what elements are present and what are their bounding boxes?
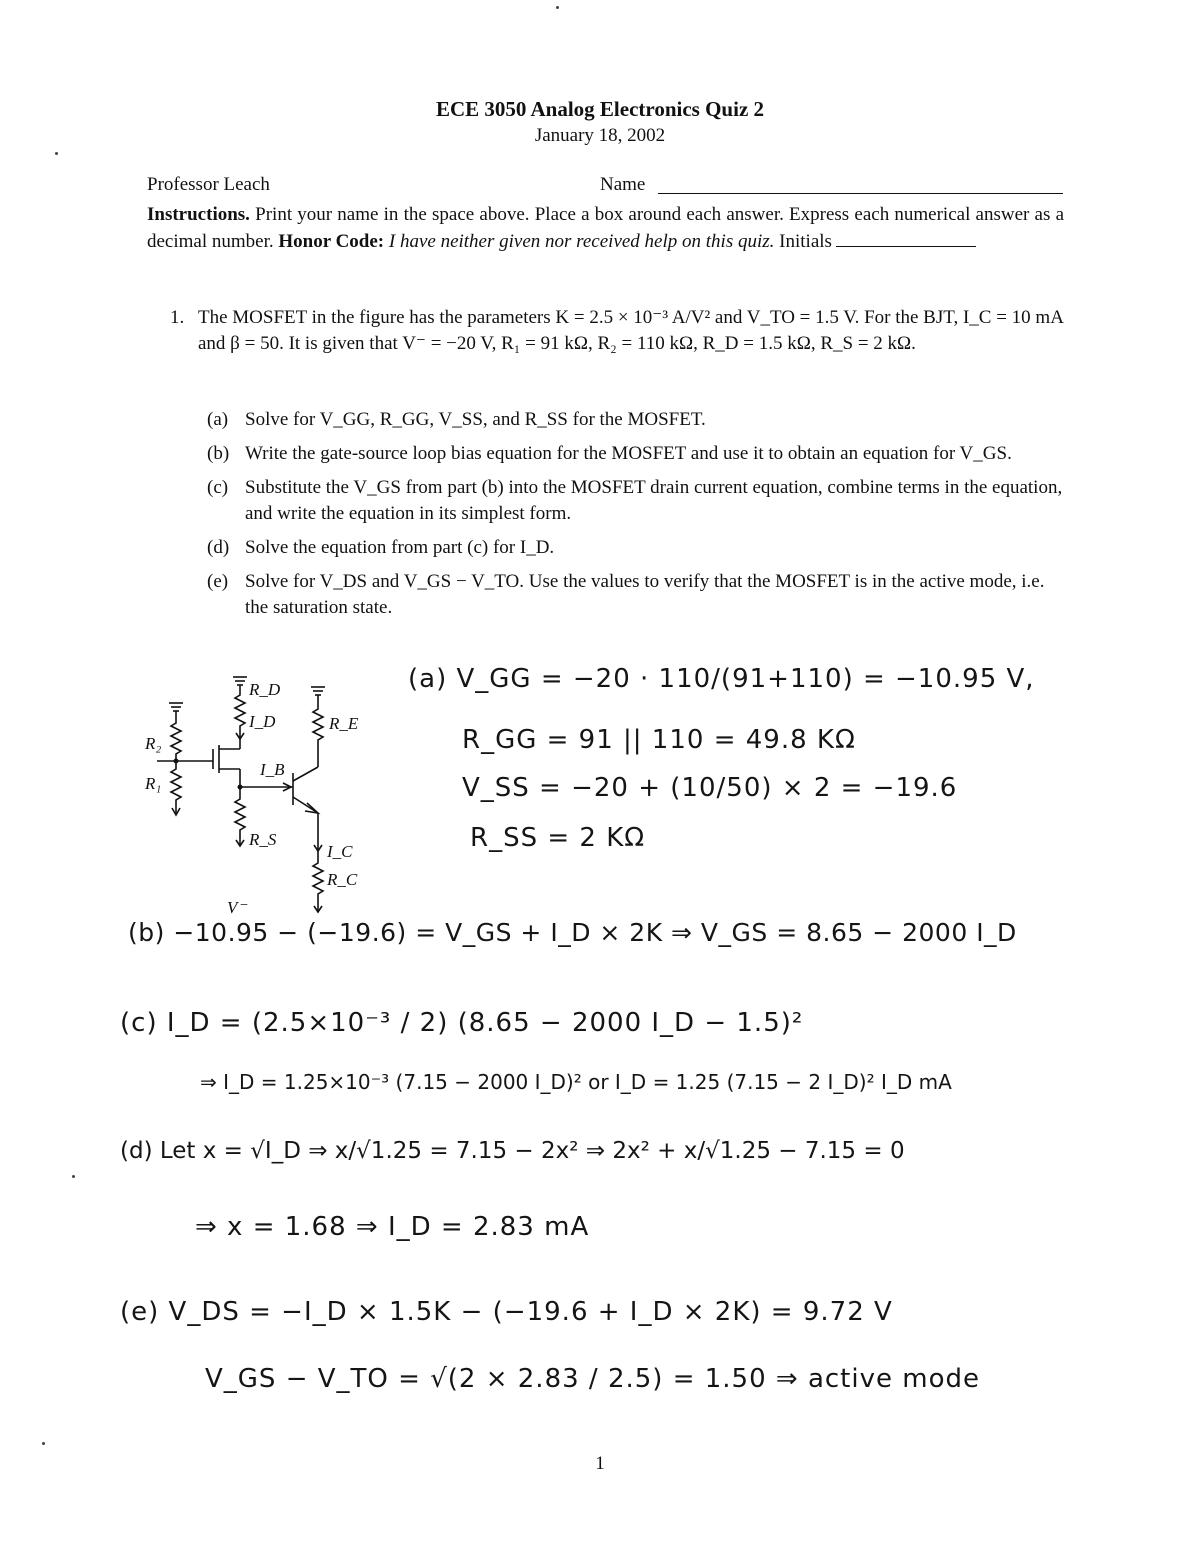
ground-symbol	[311, 687, 325, 701]
circuit-diagram	[135, 665, 380, 920]
instructions-label: Instructions.	[147, 204, 250, 225]
solution-b: (b) −10.95 − (−19.6) = V_GS + I_D × 2K ⇒ V_GS = 8.65 − 2000 I_D	[128, 918, 1017, 947]
resistor-r2	[171, 717, 181, 761]
part-e	[207, 569, 1065, 621]
problem-parts	[207, 407, 1065, 629]
ground-symbol	[233, 677, 247, 691]
scan-speck	[72, 1175, 75, 1178]
part-text: Write the gate-source loop bias equation for the MOSFET and use it to obtain an equation for V_GS.	[245, 443, 1012, 464]
resistor-rs	[235, 787, 245, 845]
page-number: 1	[595, 1453, 605, 1474]
label-rd: R_D	[249, 680, 281, 699]
professor-name: Professor Leach	[147, 174, 270, 195]
problem-statement: The MOSFET in the figure has the parameters K = 2.5 × 10⁻³ A/V² and V_TO = 1.5 V. For the BJT, I_C = 10 mA and β = 50. It is given that V⁻ = −20 V, R₁ = 91 kΩ, R₂ = 110 kΩ, R_D = 1.5 kΩ, R_S = 2 kΩ.	[198, 307, 1063, 354]
problem-number: 1.	[170, 307, 185, 328]
solution-c-eq1: (c) I_D = (2.5×10⁻³ / 2) (8.65 − 2000 I_D − 1.5)²	[120, 1008, 804, 1038]
part-label: (d)	[207, 537, 230, 558]
label-re: R_E	[329, 714, 359, 733]
part-label: (c)	[207, 477, 229, 498]
label-ic: I_C	[327, 842, 353, 861]
label-r2: R₂	[145, 734, 162, 753]
name-label: Name	[600, 174, 646, 195]
initials-label: Initials	[779, 231, 832, 252]
part-label: (a)	[207, 409, 229, 430]
label-rc: R_C	[327, 870, 358, 889]
scan-speck	[556, 6, 559, 9]
label-ib: I_B	[260, 760, 285, 779]
ground-symbol	[169, 703, 183, 717]
instructions-text: Print your name in the space above. Place a box around each answer. Express each numerical answer as a decimal number.	[147, 204, 1065, 252]
part-a	[207, 407, 1065, 433]
honor-code-text: I have neither given nor received help on this quiz.	[388, 231, 775, 252]
scan-speck	[42, 1442, 45, 1445]
part-c	[207, 475, 1065, 527]
honor-code-label: Honor Code:	[278, 231, 385, 252]
resistor-r1	[171, 761, 181, 813]
label-id: I_D	[249, 712, 276, 731]
resistor-re	[313, 701, 323, 767]
solution-a-rss: R_SS = 2 KΩ	[470, 823, 646, 853]
solution-a-vgg: (a) V_GG = −20 · 110/(91+110) = −10.95 V,	[408, 664, 1035, 694]
solution-e-vgs: V_GS − V_TO = √(2 × 2.83 / 2.5) = 1.50 ⇒ active mode	[205, 1364, 980, 1394]
part-text: Solve the equation from part (c) for I_D.	[245, 537, 555, 558]
quiz-date: January 18, 2002	[534, 125, 666, 146]
solution-a-rgg: R_GG = 91 || 110 = 49.8 KΩ	[462, 725, 856, 755]
resistor-rc	[313, 813, 323, 911]
solution-d-eq1: (d) Let x = √I_D ⇒ x/√1.25 = 7.15 − 2x² ⇒ 2x² + x/√1.25 − 7.15 = 0	[120, 1138, 905, 1164]
part-text: Solve for V_DS and V_GS − V_TO. Use the values to verify that the MOSFET is in the active mode, i.e. the saturation state.	[245, 571, 1045, 618]
instructions	[147, 201, 1064, 255]
initials-blank-line[interactable]	[836, 245, 976, 247]
scan-speck	[55, 152, 58, 155]
name-blank-line[interactable]	[658, 193, 1063, 194]
quiz-title: ECE 3050 Analog Electronics Quiz 2	[435, 97, 765, 121]
solution-e-vds: (e) V_DS = −I_D × 1.5K − (−19.6 + I_D × 2K) = 9.72 V	[120, 1297, 893, 1327]
solution-d-eq2: ⇒ x = 1.68 ⇒ I_D = 2.83 mA	[195, 1212, 590, 1242]
problem-1	[170, 305, 1065, 357]
label-r1: R₁	[145, 774, 162, 793]
part-text: Solve for V_GG, R_GG, V_SS, and R_SS for the MOSFET.	[245, 409, 706, 430]
label-rs: R_S	[249, 830, 277, 849]
part-d	[207, 535, 1065, 561]
solution-a-vss: V_SS = −20 + (10/50) × 2 = −19.6	[462, 773, 958, 803]
part-text: Substitute the V_GS from part (b) into the MOSFET drain current equation, combine terms in the equation, and write the equation in its simplest form.	[245, 477, 1063, 524]
part-label: (b)	[207, 443, 230, 464]
label-v-minus: V⁻	[227, 898, 247, 917]
part-label: (e)	[207, 571, 229, 592]
part-b	[207, 441, 1065, 467]
solution-c-eq2: ⇒ I_D = 1.25×10⁻³ (7.15 − 2000 I_D)² or I_D = 1.25 (7.15 − 2 I_D)² I_D mA	[200, 1070, 952, 1094]
